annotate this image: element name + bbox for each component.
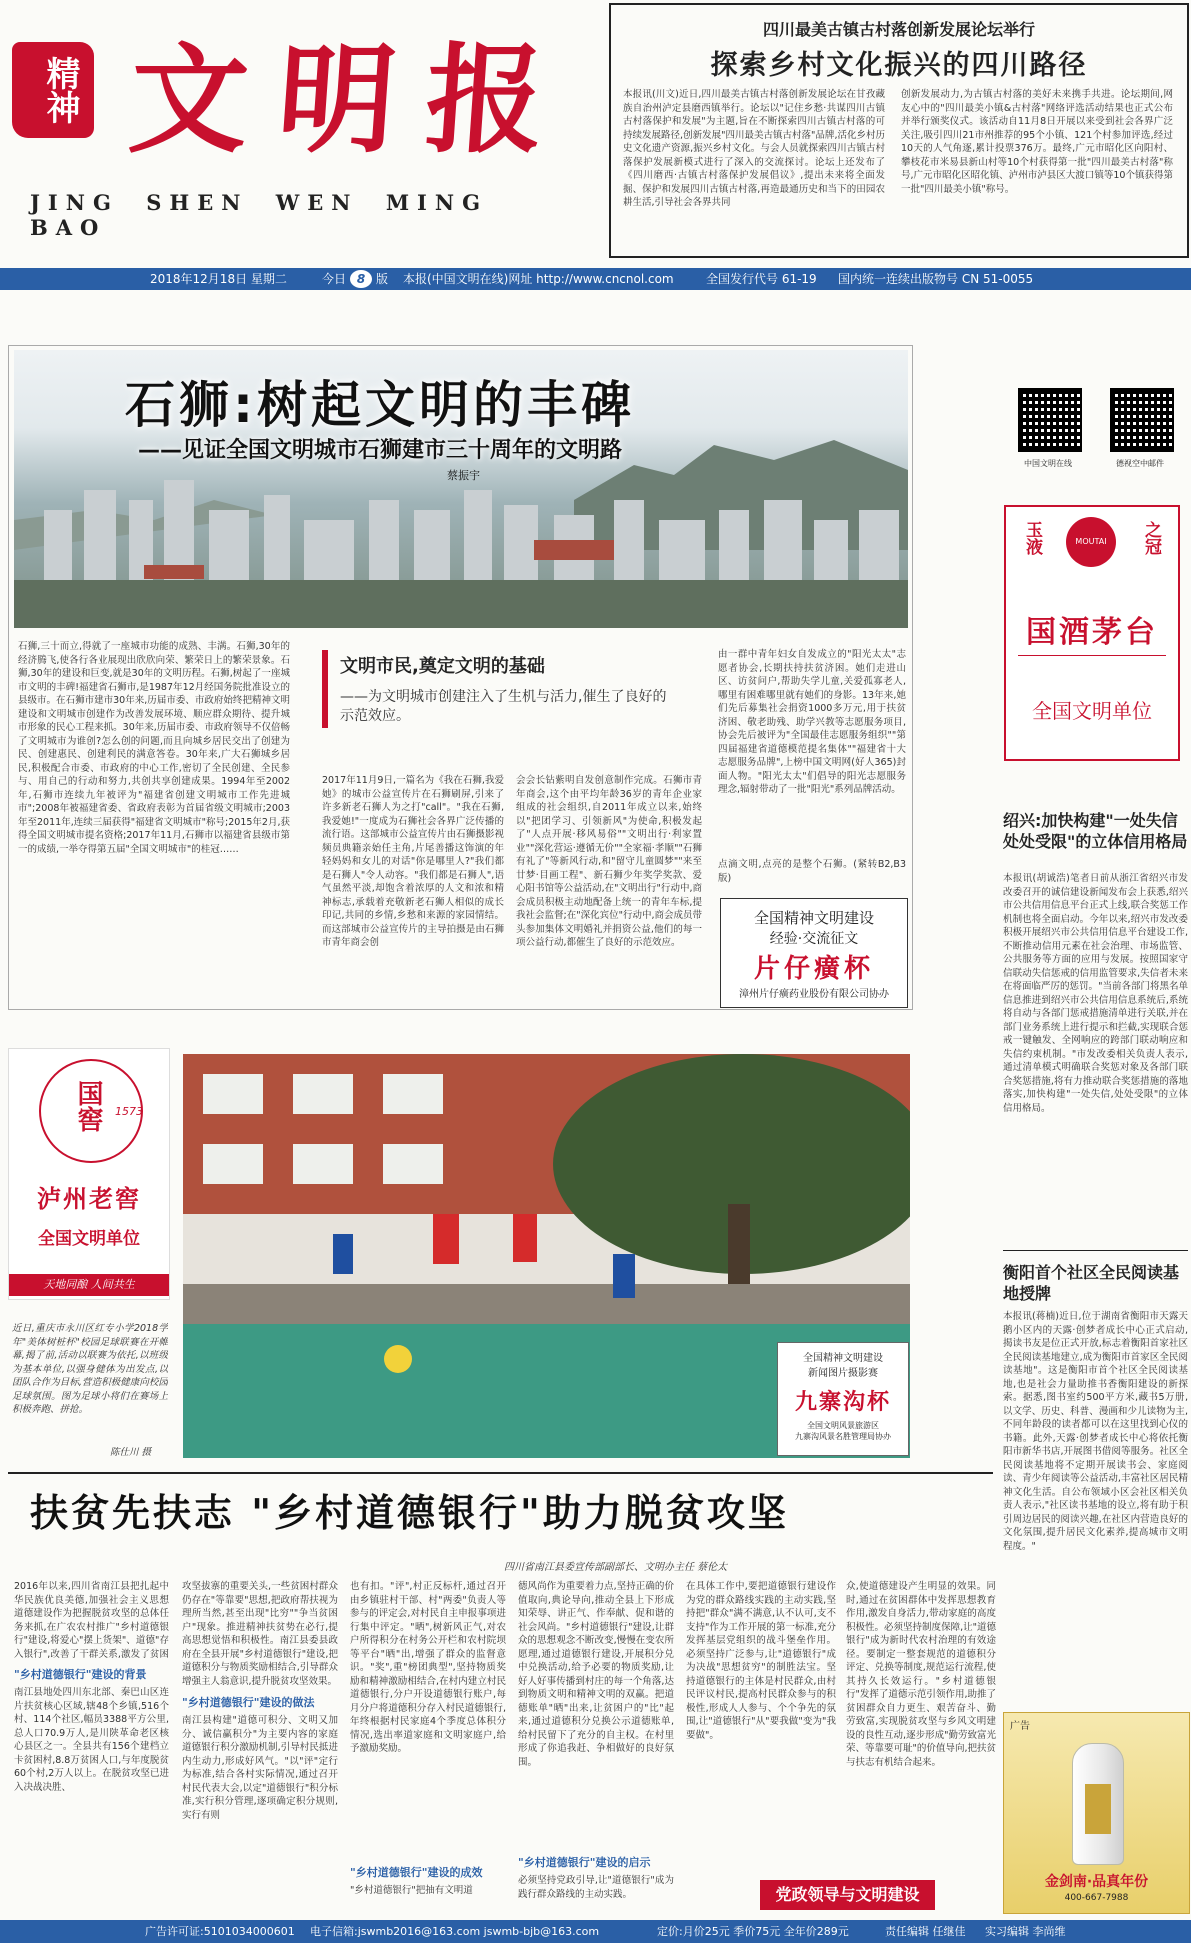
guojiao-unit: 全国文明单位 bbox=[38, 1229, 140, 1249]
sidebar-divider bbox=[1003, 1250, 1188, 1251]
bottom-col3b: "乡村道德银行"把抽有文明道 bbox=[350, 1885, 473, 1896]
top-story-kicker: 四川最美古镇古村落创新发展论坛举行 bbox=[762, 20, 1035, 39]
bottom-col3: 也有扣。"评",村正反标杆,通过召开由乡镇驻村干部、村"两委"负责人等参与的评定会,对村民自主申报事项进行集中评定。"晒",树新风正气,对农户所得积分在村务公开栏和农村院坝等平台"晒"出,增强了群众的监督意识。"奖",重"榜团典型",坚持物质奖励和精神激励相结合,在村内建立村民道德银行,分户开设道德银行账户,每月分户将道德积分存入村民道德银行,年终根据村民家庭4个季度总体积分情况,选出率道家庭和文明家庭户,给予激励奖励。 bbox=[350, 1581, 506, 1754]
bottom-col3-sub: "乡村道德银行"建设的成效 bbox=[350, 1866, 483, 1879]
footer-ad-license: 广告许可证:5101034000601 bbox=[145, 1925, 295, 1938]
liquor-slogan: 金剑南·品真年份 bbox=[1044, 1874, 1149, 1890]
column-tag: 党政领导与文明建设 bbox=[760, 1880, 935, 1910]
bottom-col1-sub: "乡村道德银行"建设的背景 bbox=[14, 1668, 147, 1681]
top-story-body-left: 本报讯(川文)近日,四川最美古镇古村落创新发展论坛在甘孜藏族自治州泸定县磨西镇举行。论坛以"记住乡愁·共谋四川古镇古村落保护和发展"为主题,旨在不断探索四川古镇古村落的可持续发展路径,创新发展"四川最美古镇古村落"品牌,活化乡村历史文化遗产资源,振兴乡村文化。与会人员就探索四川古镇古村落保护发展新模式进行了深入的交流探讨。论坛上还发布了《四川磨西·古镇古村落保护发展倡议》,提出未来将全面发掘、保护和发展四川古镇古村落,再造最通历史和当下的田园农耕生活,引导社会各界共同 bbox=[623, 89, 885, 208]
lead-subhead: ——见证全国文明城市石狮建市三十周年的文明路 bbox=[138, 438, 623, 463]
bottom-col4b: 必须坚持党政引导,让"道德银行"成为践行群众路线的主动实践。 bbox=[518, 1875, 674, 1900]
liquor-label: 广告 bbox=[1010, 1721, 1030, 1732]
bottom-col2b: 南江县构建"道德可积分、文明又加分、诚信赢积分"为主要内容的家庭道德银行积分激励机制,引导村民抵进内生动力,形成好风气。"以"评"定行为标准,结合各村实际情况,通过召开村民代表大会,以定"道德银行"积分标准,实行积分管理,逐项确定积分规则,实行有则 bbox=[182, 1715, 338, 1821]
masthead-seal: 精神 bbox=[12, 42, 94, 138]
bottom-col2-sub: "乡村道德银行"建设的做法 bbox=[182, 1696, 315, 1709]
footer-intern: 实习编辑 李尚维 bbox=[985, 1925, 1066, 1938]
bottom-col2: 攻坚拔寨的重要关头,一些贫困村群众仍存在"等靠要"思想,把政府帮扶视为理所当然,甚至出现"比穷""争当贫困户"现象。推进精神扶贫势在必行,提高思想觉悟和积极性。南江县委县政府在全县开展"乡村道德银行"建设,把道德积分与物质奖励相结合,引导群众增强主人翁意识,提升脱贫攻坚效果。 bbox=[182, 1581, 338, 1687]
issue-code: 全国发行代号 61-19 bbox=[706, 272, 817, 286]
qr-label-1: 中国文明在线 bbox=[1024, 459, 1072, 468]
footer-bar bbox=[0, 1920, 1191, 1943]
jiuzhaigou-name: 九寨沟杯 bbox=[794, 1389, 891, 1415]
bottom-col1b: 南江县地处四川东北部、秦巴山区连片扶贫核心区域,辖48个乡镇,516个村、114个社区,幅员3388平方公里,总人口70.9万人,是川陕革命老区核心县区之一。全县共有156个建档立卡贫困村,8.8万贫困人口,与年度脱贫60个村,2万人以上。在脱贫攻坚已进入决战决胜、 bbox=[14, 1687, 169, 1793]
date-bar bbox=[0, 268, 1191, 290]
photo-caption: 近日,重庆市永川区红专小学2018学年"美体树桩杯"校园足球联赛在开帷幕,揭了前,活动以联赛为依托,以班级为基本单位,以强身健体为出发点,以团队合作为目标,营造积极健康向校园足球氛围。图为足球小将们在赛场上积极奔跑、拼抢。 bbox=[12, 1323, 168, 1415]
guojiao-name: 国窖 bbox=[73, 1080, 103, 1132]
moutai-unit: 全国文明单位 bbox=[1032, 699, 1152, 723]
jiuzhaigou-sponsor2: 九寨沟风景名胜管理局协办 bbox=[795, 1432, 891, 1441]
lead-subhead-box bbox=[322, 650, 328, 728]
pianzaihuang-name: 片仔癀杯 bbox=[753, 954, 874, 984]
top-story-body-right: 创新发展动力,为古镇古村落的美好未来携手共进。论坛期间,网友心中的"四川最美小镇&古村落"网络评选活动结果也正式公布并举行颁奖仪式。该活动自11月8日开展以来受到社会各界广泛关注,吸引四川21市州推荐的95个小镇、121个村参加评选,经过10天的人气角逐,累计投票376万。最终,广元市昭化区向阳村、攀枝花市米易县新山村等10个村获得第一批"四川最美古村落"称号,广元市昭化区昭化镇、泸州市泸县区大渡口镇等10个镇获得第一批"四川最美小镇"称号。 bbox=[901, 89, 1173, 195]
jiuzhaigou-ad[interactable] bbox=[777, 1342, 909, 1456]
pianzaihuang-company: 漳州片仔癀药业股份有限公司协办 bbox=[739, 989, 889, 1000]
jiuzhaigou-sponsor: 全国文明风景旅游区 bbox=[807, 1421, 879, 1430]
moutai-ad[interactable] bbox=[1004, 505, 1180, 761]
jiuzhaigou-line1: 全国精神文明建设 bbox=[803, 1353, 883, 1364]
jiuzhaigou-line2: 新闻图片摄影赛 bbox=[808, 1368, 878, 1379]
liquor-phone: 400-667-7988 bbox=[1064, 1893, 1129, 1903]
moutai-divider bbox=[1018, 655, 1166, 656]
bottom-col6: 众,使道德建设产生明显的效果。同时,通过在贫困群体中发挥思想教育作用,激发自身活力,带动家庭的高度积极性。必须坚持制度保障,让"道德银行"成为新时代农村治理的有效途径。要制定一整套规范的道德积分评定、兑换等制度,规范运行流程,使其持久长效运行。"乡村道德银行"发挥了道德示范引领作用,助推了贫困群众自力更生、艰苦奋斗、勤劳致富,实现脱贫攻坚与乡风文明建设的良性互动,逐步形成"勤劳致富光荣、等靠要可耻"的价值导向,把扶贫与扶志有机结合起来。 bbox=[846, 1581, 996, 1768]
masthead bbox=[0, 0, 600, 245]
qr-label-2: 德视空中邮件 bbox=[1116, 459, 1164, 468]
sidebar-story2-head: 衡阳首个社区全民阅读基地授牌 bbox=[1003, 1263, 1180, 1303]
moutai-right: 之冠 bbox=[1141, 521, 1161, 555]
bottom-byline: 四川省南江县委宣传部副部长、文明办主任 蔡伦太 bbox=[504, 1562, 728, 1573]
qr-code-2[interactable] bbox=[1110, 388, 1174, 452]
website[interactable]: 本报(中国文明在线)网址 http://www.cncnol.com bbox=[403, 272, 674, 286]
pianzaihuang-line1: 全国精神文明建设 bbox=[753, 909, 874, 927]
footer-email[interactable]: 电子信箱:jswmb2016@163.com jswmb-bjb@163.com bbox=[310, 1925, 600, 1938]
pages-label: 今日 bbox=[322, 272, 347, 286]
sidebar-story1-body: 本报讯(胡诚浩)笔者日前从浙江省绍兴市发改委召开的诚信建设新闻发布会上获悉,绍兴市公共信用信息平台正式上线,联合奖惩工作机制也将全面启动。今年以来,绍兴市发改委积极开展绍兴市公共信用信息平台建设工作,不断推动信用元素在社会治理、市场监管、公共服务等方面的应用与发展。按照国家守信联动失信惩戒的信用监管要求,失信者未来在将面临严厉的惩罚。"当前各部门将黑名单信息推进到绍兴市公共信用信息系统后,系统将自动与各部门惩戒措施清单进行关联,并在部门业务系统上进行提示和拦截,实现联合惩戒一键触发、全网响应的跨部门联动响应和失信约束机制。"市发改委相关负责人表示,通过清单模式明确联合奖惩对象及各部门联合奖惩措施,将有力推动联合奖惩措施的落地落实,加快构建"一处失信,处处受限"的立体信用格局。 bbox=[1003, 873, 1188, 1114]
pianzaihuang-ad[interactable] bbox=[720, 898, 908, 1008]
photo-credit: 陈仕川 摄 bbox=[110, 1447, 152, 1458]
bottom-col1: 2016年以来,四川省南江县把扎起中华民族优良美德,加强社会主义思想道德建设作为把握脱贫攻坚的总体任务来抓,在广农农村推广"乡村道德银行"建设,将爱心"摆上货架"、道德"存入银行",改善了干群关系,激发了贫困 bbox=[14, 1581, 169, 1660]
top-story-headline: 探索乡村文化振兴的四川路径 bbox=[710, 50, 1088, 81]
pianzaihuang-line2: 经验·交流征文 bbox=[769, 931, 859, 947]
lead-headline: 石狮:树起文明的丰碑 bbox=[125, 376, 635, 434]
guojiao-slogan: 天地同酿 人间共生 bbox=[9, 1274, 169, 1296]
date-line: 2018年12月18日 星期二 bbox=[150, 272, 287, 286]
top-story-box bbox=[609, 3, 1189, 258]
lead-col4-end: 点滴文明,点亮的是整个石狮。(紧转B2,B3版) bbox=[718, 859, 906, 884]
sidebar-story1-head: 绍兴:加快构建"一处失信处处受限"的立体信用格局 bbox=[1003, 811, 1188, 851]
bottom-col4-sub: "乡村道德银行"建设的启示 bbox=[518, 1856, 651, 1869]
moutai-left: 玉液 bbox=[1022, 521, 1042, 555]
bottom-headline: 扶贫先扶志 "乡村道德银行"助力脱贫攻坚 bbox=[30, 1491, 789, 1535]
cn-number: 国内统一连续出版物号 CN 51-0055 bbox=[838, 272, 1034, 286]
lead-sub-deck: ——为文明城市创建注入了生机与活力,催生了良好的示范效应。 bbox=[340, 689, 667, 724]
guojiao-year: 1573 bbox=[115, 1105, 143, 1118]
sidebar-story2-body: 本报讯(蒋楠)近日,位于湖南省衡阳市天露天鹅小区内的天露·创梦者成长中心正式启动,揭读书友是位正式开放,标志着衡阳首家社区全民阅读基地建立,成为衡阳市首家区全民阅读基地"。这是衡阳市首个社区全民阅读基地,也是社会力量助推书香衡阳建设的新探索。据悉,图书室约500平方米,藏书5万册,以文学、历史、科普、漫画和少儿读物为主,不同年龄段的读者都可以在这里找到心仪的书籍。此外,天露·创梦者成长中心将依托衡阳市新华书店,开展图书借阅等服务。社区全民阅读基地将不定期开展读书会、家庭阅读、青少年阅读等公益活动,丰富社区居民精神文化生活。自公布领域小区会社区相关负责人表示,"社区读书基地的设立,将有助于积引周边居民的阅读兴趣,在社区内营造良好的文化氛围,提升居民文化素养,提高城市文明程度。" bbox=[1003, 1311, 1188, 1552]
lead-col3: 会会长钻紫明自发创意制作完成。石狮市青年商会,这个由平均年龄36岁的青年企业家组成的社会组织,自2011年成立以来,始终以"把团学习、引领新风"为使命,积极发起了"人点开展·移风易俗""文明出行·利家置业""深化营运·遵循无价""全家福·孝顺""石狮有礼了"等新风行动,和"留守儿童圆梦""来至廿梦·目画工程"、新石狮少年奖学奖款、爱心阳书馆等公益活动,在"文明出行"行动中,商会成员积极主动地配备上统一的青年车标,提我社会监督;在"深化宾位"行动中,商会成员带头参加集体文明婚礼并捐资公益,他们的每一项公益行动,都催生了良好的示范效应。 bbox=[516, 775, 702, 948]
masthead-pinyin: JING SHEN WEN MING BAO bbox=[30, 190, 489, 240]
lead-sub-head: 文明市民,奠定文明的基础 bbox=[340, 656, 545, 677]
lead-byline: 蔡振宇 bbox=[447, 469, 480, 482]
liquor-bottle bbox=[1072, 1743, 1124, 1865]
footer-price: 定价:月价25元 季价75元 全年价289元 bbox=[657, 1925, 849, 1938]
guojiao-brand: 泸州老窖 bbox=[37, 1184, 141, 1213]
footer-editor: 责任编辑 任继佳 bbox=[885, 1925, 966, 1938]
liquor-ad[interactable] bbox=[1003, 1712, 1190, 1914]
pages-unit: 版 bbox=[376, 272, 389, 286]
moutai-name: 国酒茅台 bbox=[1026, 615, 1158, 650]
bottom-col5: 在具体工作中,要把道德银行建设作为党的群众路线实践的主动实践,坚持把"群众"满不满意,认不认可,支不支持"作为工作开展的第一标准,充分发挥基层党组织的战斗堡垒作用。必须坚持广泛参与,让"道德银行"成为决战"思想贫穷"的制胜法宝。坚持道德银行的主体是村民群众,由村民评议村民,提高村民群众参与的积极性,形成人人参与、个个争先的氛围,让"道德银行"从"要我做"变为"我要做"。 bbox=[686, 1581, 836, 1741]
bottom-col4: 德风尚作为重要着力点,坚持正确的价值取向,典论导向,推动全县上下形成知荣辱、讲正气、作奉献、促和谐的社会风尚。"乡村道德银行"建设,让群众的思想观念不断改变,慢慢在变农所愿理,通过道德银行建设,开展积分兑中兑换活动,给予必要的物质奖励,让好人好事传播到村庄的每一个角落,达到物质文明和精神文明的双赢。把道德账单"晒"出来,让贫困户的"比"起来,通过道德积分兑换公示道德账单,给村民留下了充分的自主权。在村里形成了你追我赶、争相做好的良好氛围。 bbox=[518, 1581, 674, 1768]
lead-col2: 2017年11月9日,一篇名为《我在石狮,我爱她》的城市公益宣传片在石狮刷屏,引来了许多新老石狮人为之打"call"。"我在石狮,我爱她!"一度成为石狮社会各界广泛传播的流行语。这部城市公益宣传片由石狮摄影视频员典籍亲始任主角,片尾善播这饰演的年轻妈妈和女儿的对话"你是哪里人?"我们都是石狮人"令人动容。"我们都是石狮人",语气虽然平淡,却饱含着浓厚的人文和浓和精神标志,承载着充敬新老石狮人相似的成长印记,共同的乡情,乡愁和来源的家园情结。而这部城市公益宣传片的主导拍摄是由石狮市青年商会创 bbox=[322, 775, 504, 948]
moutai-badge: MOUTAI bbox=[1066, 517, 1116, 567]
bottom-top-rule bbox=[8, 1472, 993, 1474]
pages-badge: 8 bbox=[350, 270, 372, 288]
masthead-title: 文明报 bbox=[125, 30, 579, 169]
guojiao-ad[interactable] bbox=[8, 1048, 170, 1300]
lead-col4: 由一群中青年妇女自发成立的"阳光太太"志愿者协会,长期扶持扶贫济困。她们走进山区、访贫问户,帮助失学儿童,关爱孤寡老人,哪里有困难哪里就有她们的身影。13年来,她们先后募集社会捐资1000多万元,用于扶贫济困、敬老助残、助学兴教等志愿服务项目,协会先后被评为"全国最佳志愿服务组织""第四届福建省道德模范提名集体""福建省十大志愿服务品牌",上榜中国文明网(好人365)封面人物。"阳光太太"们倡导的阳光志愿服务理念,辐射带动了一批"阳光"系列品牌活动。 bbox=[718, 649, 906, 795]
qr-code-1[interactable] bbox=[1018, 388, 1082, 452]
lead-col1: 石狮,三十而立,得就了一座城市功能的成熟、丰满。石狮,30年的经济腾飞,使各行各业展现出欣欣向荣、繁荣日上的繁荣景象。石狮,30年的建设和巨变,就是30年的文明历程。石狮,树起了一座城市文明的丰碑!福建省石狮市,是1987年12月经国务院批准设立的县级市。在石狮市建市30年来,历届市委、市政府始终把精神文明建设和文明城市创建作为改善发展环境、顺应群众期待、提升城市形象的民心工程来抓。30年来,历届市委、市政府领导不仅倍畅了文明城市为谁创?怎么创的问题,而且向城乡居民交出了创建为民、创建惠民、创建利民的满意答卷。30年来,广大石狮城乡居民,积极配合市委、市政府的中心工作,密切了全民创建、全民参与、用自己的行动和努力,共创共享创建成果。1994年至2002年,石狮市连续九年被评为"福建省创建文明城市工作先进城市";2008年被福建省委、省政府表彰为首届省级文明城市;2003年至2011年,连续三届获得"福建省文明城市"称号;2015年2月,获得全国文明城市提名资格;2017年11月,石狮市以福建省县级市第一的成绩,一举夺得第五届"全国文明城市"的桂冠…… bbox=[18, 641, 290, 855]
